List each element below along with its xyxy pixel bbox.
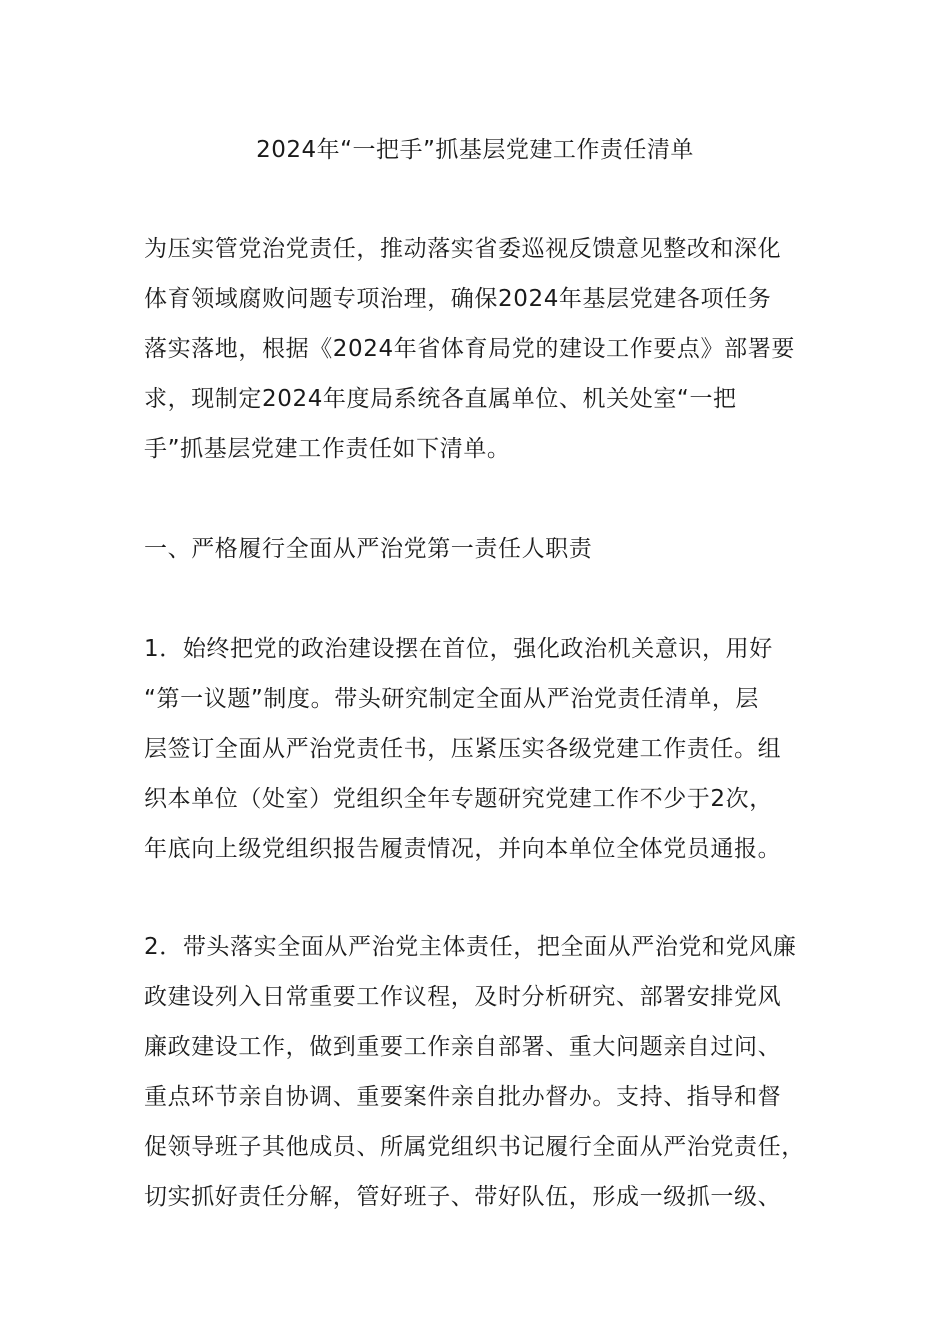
item-line: 重点环节亲自协调、重要案件亲自批办督办。支持、指导和督 bbox=[144, 1084, 782, 1110]
item-line: 促领导班子其他成员、所属党组织书记履行全面从严治党责任， bbox=[144, 1134, 805, 1160]
intro-line: 体育领域腐败问题专项治理，确保2024年基层党建各项任务 bbox=[144, 286, 772, 312]
section-heading-text: 一、严格履行全面从严治党第一责任人职责 bbox=[144, 536, 593, 562]
item-line: 廉政建设工作，做到重要工作亲自部署、重大问题亲自过问、 bbox=[144, 1034, 782, 1060]
list-item-2 bbox=[144, 922, 824, 1222]
intro-paragraph bbox=[144, 224, 824, 474]
item-line: 层签订全面从严治党责任书，压紧压实各级党建工作责任。组 bbox=[144, 736, 782, 762]
intro-line: 为压实管党治党责任，推动落实省委巡视反馈意见整改和深化 bbox=[144, 236, 782, 262]
list-item-1 bbox=[144, 624, 824, 874]
item-line: 年底向上级党组织报告履责情况，并向本单位全体党员通报。 bbox=[144, 836, 782, 862]
item-line: 2．带头落实全面从严治党主体责任，把全面从严治党和党风廉 bbox=[144, 934, 797, 960]
intro-line: 求，现制定2024年度局系统各直属单位、机关处室“一把 bbox=[144, 386, 737, 412]
item-line: 切实抓好责任分解，管好班子、带好队伍，形成一级抓一级、 bbox=[144, 1184, 782, 1210]
document-title: 2024年“一把手”抓基层党建工作责任清单 bbox=[256, 137, 694, 163]
section-heading bbox=[144, 524, 824, 574]
intro-line: 落实落地，根据《2024年省体育局党的建设工作要点》部署要 bbox=[144, 336, 795, 362]
item-line: 织本单位（处室）党组织全年专题研究党建工作不少于2次， bbox=[144, 786, 773, 812]
intro-line: 手”抓基层党建工作责任如下清单。 bbox=[144, 436, 511, 462]
item-line: 1．始终把党的政治建设摆在首位，强化政治机关意识，用好 bbox=[144, 636, 773, 662]
item-line: “第一议题”制度。带头研究制定全面从严治党责任清单，层 bbox=[144, 686, 760, 712]
item-line: 政建设列入日常重要工作议程，及时分析研究、部署安排党风 bbox=[144, 984, 782, 1010]
